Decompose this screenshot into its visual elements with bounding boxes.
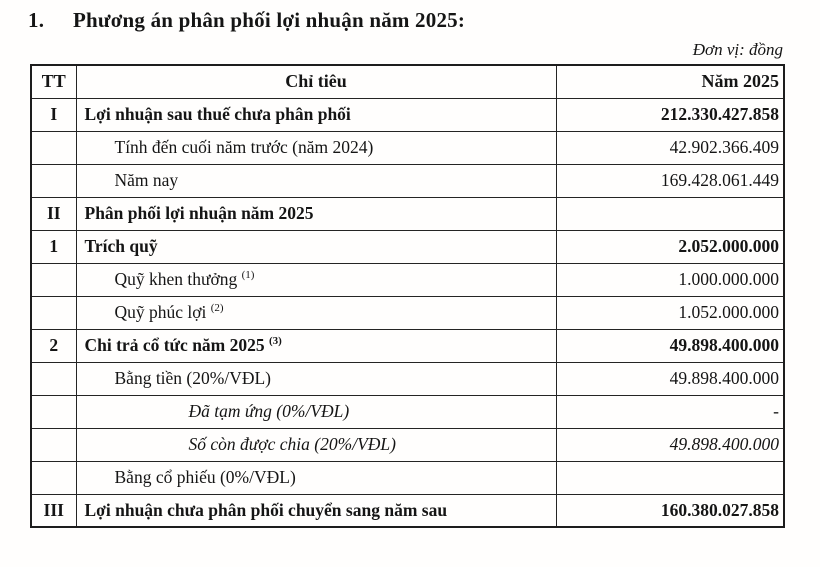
- label-cell: Chi trả cổ tức năm 2025 $^{(3)}$: [76, 329, 556, 362]
- value-cell: 49.898.400.000: [556, 428, 784, 461]
- footnote-marker: (2): [210, 302, 224, 315]
- tt-cell: [31, 428, 76, 461]
- value-cell: 212.330.427.858: [556, 98, 784, 131]
- value-cell: -: [556, 395, 784, 428]
- value-cell: 42.902.366.409: [556, 131, 784, 164]
- table-header-row: [31, 65, 784, 98]
- table-row: [31, 494, 784, 527]
- label-cell: Số còn được chia (20%/VĐL): [76, 428, 556, 461]
- footnote-marker: (3): [269, 335, 282, 348]
- tt-cell: [31, 395, 76, 428]
- label-cell: Năm nay: [76, 164, 556, 197]
- value-cell: 1.052.000.000: [556, 296, 784, 329]
- tt-cell: [31, 263, 76, 296]
- value-cell: 1.000.000.000: [556, 263, 784, 296]
- value-cell: 169.428.061.449: [556, 164, 784, 197]
- tt-cell: [31, 362, 76, 395]
- label-cell: Phân phối lợi nhuận năm 2025: [76, 197, 556, 230]
- value-cell: [556, 461, 784, 494]
- table-row: [31, 329, 784, 362]
- tt-cell: 1: [31, 230, 76, 263]
- tt-cell: [31, 131, 76, 164]
- tt-cell: [31, 461, 76, 494]
- profit-distribution-table: [30, 64, 785, 528]
- label-cell: Lợi nhuận chưa phân phối chuyển sang năm sau: [76, 494, 556, 527]
- table-row: [31, 263, 784, 296]
- label-cell: Lợi nhuận sau thuế chưa phân phối: [76, 98, 556, 131]
- label-cell: Trích quỹ: [76, 230, 556, 263]
- header-chi-tieu: Chỉ tiêu: [76, 65, 556, 98]
- section-number: 1.: [28, 8, 45, 32]
- header-tt: TT: [31, 65, 76, 98]
- value-cell: 2.052.000.000: [556, 230, 784, 263]
- table-row: [31, 296, 784, 329]
- header-nam-2025: Năm 2025: [556, 65, 784, 98]
- tt-cell: [31, 296, 76, 329]
- value-cell: 49.898.400.000: [556, 329, 784, 362]
- label-cell: Quỹ khen thưởng $^{(1)}$: [76, 263, 556, 296]
- label-cell: Bằng tiền (20%/VĐL): [76, 362, 556, 395]
- unit-note: Đơn vị: đồng: [692, 40, 783, 59]
- table-body: [31, 98, 784, 527]
- tt-cell: II: [31, 197, 76, 230]
- table-row: [31, 197, 784, 230]
- table-row: [31, 230, 784, 263]
- label-cell: Bằng cổ phiếu (0%/VĐL): [76, 461, 556, 494]
- label-cell: Tính đến cuối năm trước (năm 2024): [76, 131, 556, 164]
- label-cell: Quỹ phúc lợi $^{(2)}$: [76, 296, 556, 329]
- table-row: [31, 428, 784, 461]
- tt-cell: 2: [31, 329, 76, 362]
- tt-cell: I: [31, 98, 76, 131]
- table-row: [31, 362, 784, 395]
- section-title: Phương án phân phối lợi nhuận năm 2025:: [73, 8, 466, 32]
- table-row: [31, 395, 784, 428]
- table-row: [31, 131, 784, 164]
- table-row: [31, 164, 784, 197]
- value-cell: 49.898.400.000: [556, 362, 784, 395]
- section-heading: [28, 7, 820, 33]
- table-row: [31, 98, 784, 131]
- tt-cell: III: [31, 494, 76, 527]
- tt-cell: [31, 164, 76, 197]
- footnote-marker: (1): [241, 269, 255, 282]
- value-cell: [556, 197, 784, 230]
- label-cell: Đã tạm ứng (0%/VĐL): [76, 395, 556, 428]
- value-cell: 160.380.027.858: [556, 494, 784, 527]
- table-row: [31, 461, 784, 494]
